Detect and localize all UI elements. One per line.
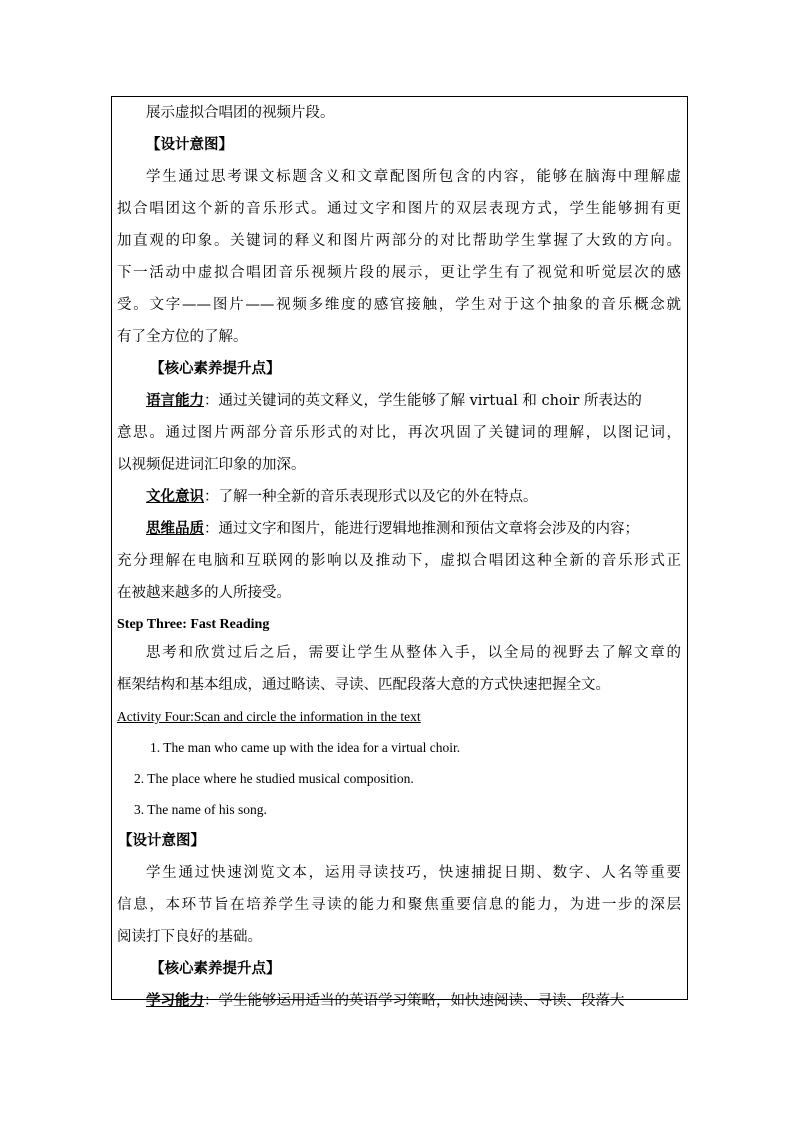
paragraph-line: 拟合唱团这个新的音乐形式。通过文字和图片的双层表现方式，学生能够拥有更: [117, 201, 681, 217]
paragraph-line: 学生通过思考课文标题含义和文章配图所包含的内容，能够在脑海中理解虚: [146, 169, 681, 185]
label-thinking-quality: 思维品质: [146, 520, 204, 537]
question-item: 3. The name of his song.: [134, 802, 267, 817]
section-heading-design-intent: 【设计意图】: [118, 832, 205, 849]
paragraph-line: 信息，本环节旨在培养学生寻读的能力和聚焦重要信息的能力，为进一步的深层: [117, 897, 681, 913]
paragraph-line: [146, 519, 681, 539]
paragraph-line: 阅读打下良好的基础。: [117, 929, 262, 945]
cultural-awareness-text: ：了解一种全新的音乐表现形式以及它的外在特点。: [204, 489, 538, 505]
section-heading-design-intent: 【设计意图】: [146, 136, 233, 153]
paragraph-line: 有了全方位的了解。: [117, 329, 248, 345]
paragraph-line: [146, 487, 538, 507]
paragraph-line: [146, 391, 681, 411]
language-ability-text: ：通过关键词的英文释义，学生能够了解 virtual 和 choir 所表达的: [204, 393, 642, 409]
paragraph-line: 在被越来越多的人所接受。: [117, 585, 291, 601]
label-learning-ability: 学习能力: [146, 992, 204, 1009]
paragraph-line: 学生通过快速浏览文本，运用寻读技巧，快速捕捉日期、数字、人名等重要: [146, 865, 681, 881]
paragraph-line: 意思。通过图片两部分音乐形式的对比，再次巩固了关键词的理解，以图记词，: [117, 425, 681, 441]
label-language-ability: 语言能力: [146, 392, 204, 409]
text-line: 展示虚拟合唱团的视频片段。: [146, 105, 335, 121]
label-cultural-awareness: 文化意识: [146, 488, 204, 505]
thinking-quality-text: ：通过文字和图片，能进行逻辑地推测和预估文章将会涉及的内容；: [204, 521, 639, 537]
step-three-heading: Step Three: Fast Reading: [117, 617, 270, 632]
paragraph-line: [146, 991, 681, 1011]
paragraph-line: 充分理解在电脑和互联网的影响以及推动下，虚拟合唱团这种全新的音乐形式正: [117, 553, 681, 569]
paragraph-line: 受。文字——图片——视频多维度的感官接触，学生对于这个抽象的音乐概念就: [117, 297, 681, 313]
paragraph-line: 下一活动中虚拟合唱团音乐视频片段的展示，更让学生有了视觉和听觉层次的感: [117, 265, 681, 281]
paragraph-line: 以视频促进词汇印象的加深。: [117, 457, 306, 473]
paragraph-line: 加直观的印象。关键词的释义和图片两部分的对比帮助学生掌握了大致的方向。: [117, 233, 681, 249]
activity-four-title: Activity Four:Scan and circle the information in the text: [117, 709, 421, 724]
question-item: 2. The place where he studied musical composition.: [134, 771, 414, 786]
section-heading-core-literacy: 【核心素养提升点】: [150, 960, 281, 977]
question-item: 1. The man who came up with the idea for a virtual choir.: [150, 740, 461, 755]
learning-ability-text: ：学生能够运用适当的英语学习策略，如快速阅读、寻读、段落大: [204, 993, 625, 1009]
section-heading-core-literacy: 【核心素养提升点】: [150, 360, 281, 377]
paragraph-line: 框架结构和基本组成，通过略读、寻读、匹配段落大意的方式快速把握全文。: [117, 677, 610, 693]
paragraph-line: 思考和欣赏过后之后，需要让学生从整体入手，以全局的视野去了解文章的: [146, 645, 681, 661]
